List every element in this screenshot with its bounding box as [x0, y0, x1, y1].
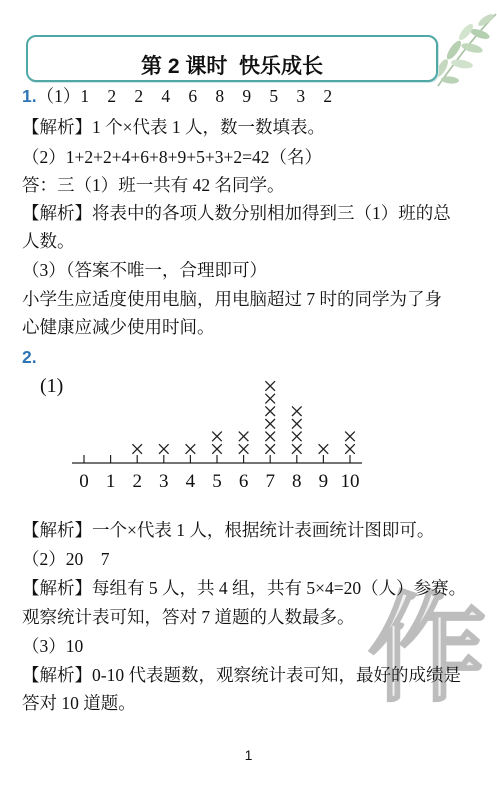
x-marks [132, 381, 354, 454]
x-mark [292, 432, 302, 442]
q2-analysis-1: 【解析】一个×代表 1 人，根据统计表画统计图即可。 [22, 520, 435, 540]
x-mark [345, 444, 355, 454]
q1-part1-line [22, 86, 350, 106]
x-mark [265, 419, 275, 429]
leaf [450, 58, 473, 70]
q2-analysis-3-line1: 【解析】0-10 代表题数，观察统计表可知，最好的成绩是 [22, 665, 461, 685]
leaf [444, 39, 463, 62]
x-mark [265, 394, 275, 404]
x-mark [345, 432, 355, 442]
tick-label: 9 [318, 471, 329, 492]
answer-value: 3 [296, 86, 306, 106]
x-mark [212, 432, 222, 442]
leaf [460, 41, 483, 54]
q1-answer-3-line1: 小学生应适度使用电脑，用电脑超过 7 时的同学为了身 [22, 289, 442, 309]
x-mark [212, 444, 222, 454]
q2-analysis-3-line2: 答对 10 道题。 [22, 693, 136, 713]
x-mark [265, 444, 275, 454]
page-number: 1 [244, 747, 253, 763]
q2-number-line [22, 347, 37, 367]
q2-analysis-2-line2: 观察统计表可知，答对 7 道题的人数最多。 [22, 607, 355, 627]
q1-analysis-2-line1: 【解析】将表中的各项人数分别相加得到三（1）班的总 [22, 203, 451, 223]
x-mark [186, 444, 196, 454]
axis-ticks [84, 455, 350, 463]
q2-part3: （3）10 [22, 636, 84, 656]
x-mark [292, 444, 302, 454]
tick-label: 10 [340, 471, 360, 492]
tick-label: 1 [105, 471, 116, 492]
part-label: （1） [36, 86, 81, 106]
page-title: 第 2 课时 快乐成长 [140, 55, 324, 78]
q1-part3: （3）（答案不唯一，合理即可） [22, 260, 267, 280]
x-mark [159, 444, 169, 454]
q1-answer-2: 答：三（1）班一共有 42 名同学。 [22, 175, 285, 195]
tick-label: 0 [79, 471, 89, 492]
tick-label: 5 [212, 471, 222, 492]
answer-value: 2 [107, 86, 117, 106]
answer-value: 2 [323, 86, 333, 106]
tick-label: 3 [159, 471, 169, 492]
x-mark [132, 444, 142, 454]
x-mark [319, 444, 329, 454]
watermark: 作 [368, 580, 487, 718]
answer-value: 4 [161, 86, 171, 106]
q1-part2: （2）1+2+2+4+6+8+9+5+3+2=42（名） [22, 147, 322, 167]
q2-part1-label: (1) [40, 375, 64, 397]
answer-value: 9 [242, 86, 252, 106]
x-mark [239, 444, 249, 454]
answer-value: 8 [215, 86, 225, 106]
x-mark [292, 419, 302, 429]
q1-answer-3-line2: 心健康应减少使用时间。 [22, 317, 215, 337]
answer-value: 6 [188, 86, 198, 106]
answer-value: 1 [80, 86, 90, 106]
x-mark [265, 432, 275, 442]
x-mark [265, 381, 275, 391]
tick-label: 4 [185, 471, 196, 492]
tick-labels [79, 471, 359, 492]
leaf-branch-icon [428, 10, 497, 90]
lesson-header [26, 35, 438, 82]
q1-analysis-2-line2: 人数。 [22, 231, 75, 251]
tick-label: 2 [132, 471, 142, 492]
x-mark [239, 432, 249, 442]
x-mark [292, 406, 302, 416]
answer-value: 5 [269, 86, 279, 106]
tick-label: 7 [265, 471, 275, 492]
question-number: 2. [22, 347, 37, 367]
tick-label: 8 [292, 471, 302, 492]
tick-label: 6 [238, 471, 249, 492]
answer-value: 2 [134, 86, 144, 106]
dot-plot [60, 375, 380, 495]
x-mark [265, 406, 275, 416]
q2-analysis-2-line1: 【解析】每组有 5 人，共 4 组，共有 5×4=20（人）参赛。 [22, 578, 467, 598]
q2-part2: （2）20 7 [22, 549, 110, 569]
q1-analysis-1: 【解析】1 个×代表 1 人，数一数填表。 [22, 117, 325, 137]
question-number: 1. [22, 86, 37, 106]
leaf [469, 27, 490, 41]
